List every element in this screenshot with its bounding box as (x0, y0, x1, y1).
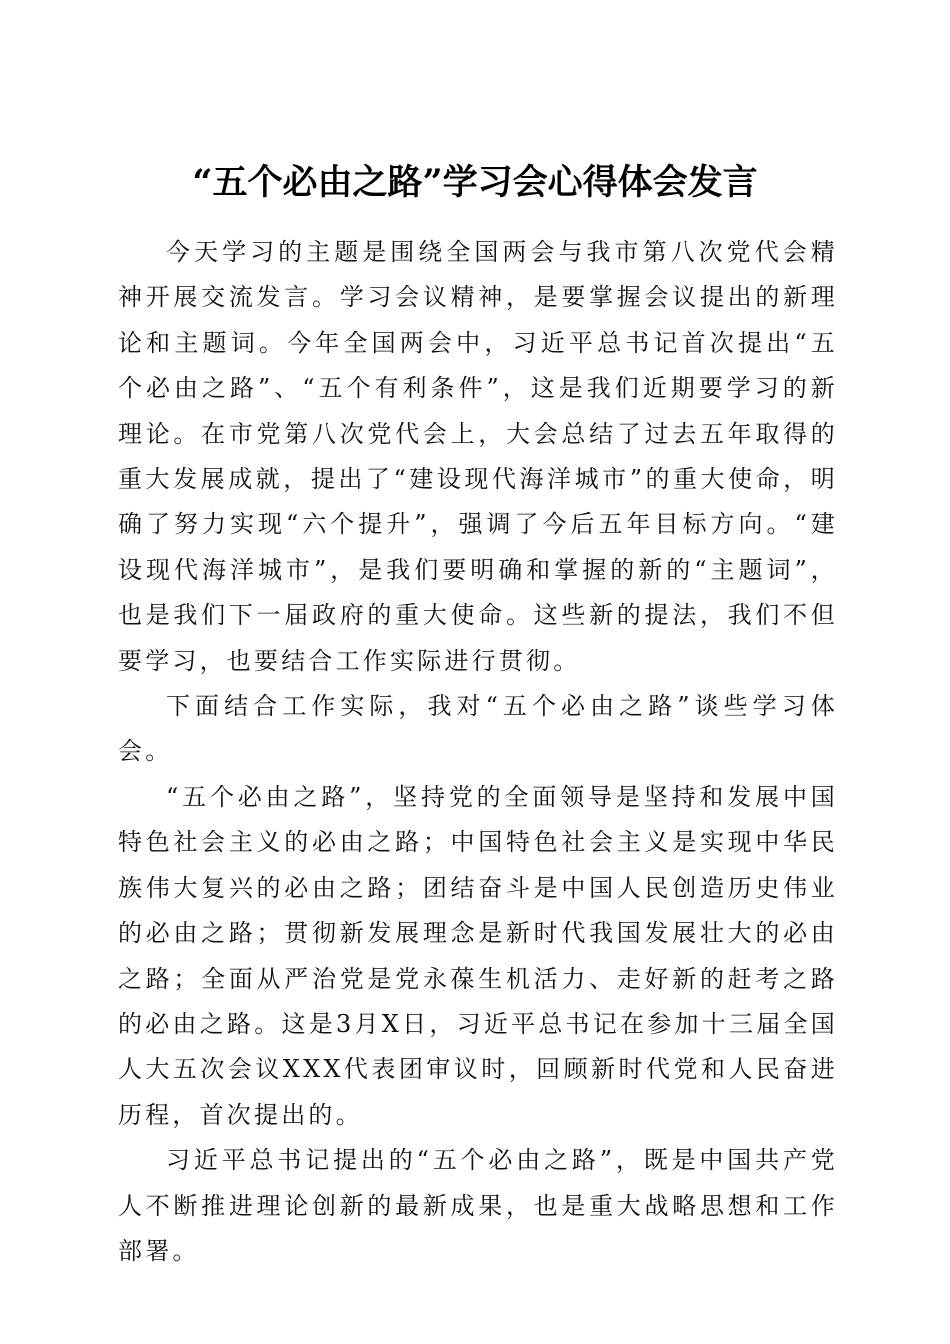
paragraph-intro: 今天学习的主题是围绕全国两会与我市第八次党代会精神开展交流发言。学习会议精神，是要掌握会议提出的新理论和主题词。今年全国两会中，习近平总书记首次提出“五个必由之路”、“五个有利条件”，这是我们近期要学习的新理论。在市党第八次党代会上，大会总结了过去五年取得的重大发展成就，提出了“建设现代海洋城市”的重大使命，明确了努力实现“六个提升”，强调了今后五年目标方向。“建设现代海洋城市”，是我们要明确和掌握的新的“主题词”，也是我们下一届政府的重大使命。这些新的提法，我们不但要学习，也要结合工作实际进行贯彻。 (118, 238, 838, 675)
paragraph-significance: 习近平总书记提出的“五个必由之路”，既是中国共产党人不断推进理论创新的最新成果，也是重大战略思想和工作部署。 (118, 1146, 838, 1265)
document-body (118, 230, 838, 1274)
paragraph-transition: 下面结合工作实际，我对“五个必由之路”谈些学习体会。 (118, 692, 838, 766)
paragraph-five-paths: “五个必由之路”，坚持党的全面领导是坚持和发展中国特色社会主义的必由之路；中国特色社会主义是实现中华民族伟大复兴的必由之路；团结奋斗是中国人民创造历史伟业的必由之路；贯彻新发展理念是新时代我国发展壮大的必由之路；全面从严治党是党永葆生机活力、走好新的赶考之路的必由之路。这是3月X日，习近平总书记在参加十三届全国人大五次会议XXX代表团审议时，回顾新时代党和人民奋进历程，首次提出的。 (118, 782, 838, 1129)
document-title: “五个必由之路”学习会心得体会发言 (192, 162, 758, 204)
